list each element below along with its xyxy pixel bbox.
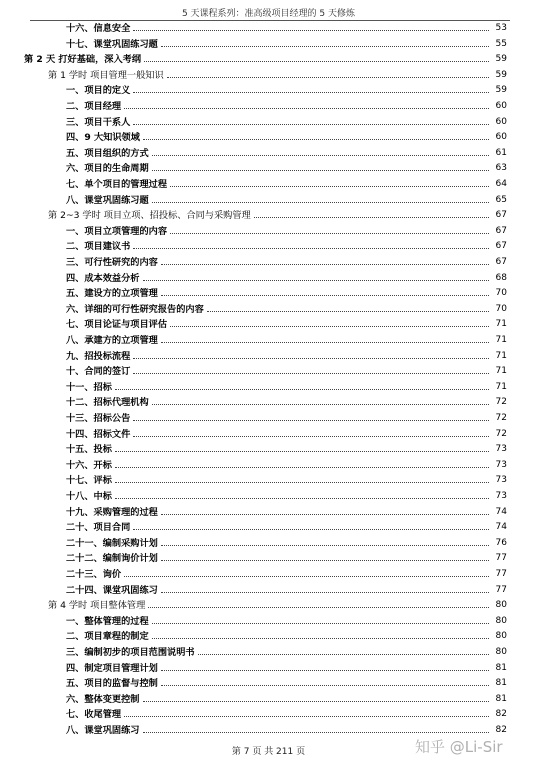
toc-entry-page: 73: [495, 475, 507, 486]
toc-entry-page: 74: [495, 506, 507, 517]
toc-entry-page: 70: [495, 288, 507, 299]
toc-leader: [124, 716, 489, 717]
toc-entry[interactable]: [0, 568, 537, 581]
toc-leader: [133, 92, 489, 93]
toc-leader: [124, 108, 489, 109]
toc-entry-page: 77: [495, 569, 507, 579]
page-footer: 第 7 页 共 211 页: [231, 747, 306, 757]
toc-leader: [115, 482, 489, 483]
toc-entry-label: 十九、采购管理的过程: [66, 506, 158, 518]
toc-entry-page: 59: [495, 54, 507, 65]
toc-entry-label: 十六、开标: [66, 459, 112, 471]
toc-entry-label: 二十三、询价: [66, 569, 122, 580]
toc-leader: [133, 529, 489, 530]
toc-entry-page: 71: [495, 335, 507, 345]
toc-leader: [161, 560, 489, 561]
toc-entry-page: 64: [495, 179, 507, 189]
toc-entry-page: 82: [495, 725, 507, 735]
toc-entry-page: 67: [495, 241, 507, 252]
toc-entry[interactable]: [0, 677, 537, 690]
toc-entry-label: 七、项目论证与项目评估: [66, 319, 168, 331]
toc-entry-page: 67: [495, 257, 507, 267]
toc-entry[interactable]: [0, 287, 537, 300]
toc-leader: [143, 701, 490, 702]
toc-entry[interactable]: [0, 365, 537, 378]
toc-entry-label: 十三、招标公告: [66, 413, 131, 424]
toc-entry[interactable]: [0, 693, 537, 706]
toc-entry[interactable]: [0, 443, 537, 456]
toc-entry[interactable]: [0, 506, 537, 519]
toc-entry-label: 十二、招标代理机构: [66, 397, 149, 409]
toc-entry-page: 59: [495, 69, 507, 80]
toc-entry-label: 七、单个项目的管理过程: [66, 179, 168, 190]
toc-leader: [161, 592, 489, 593]
toc-entry[interactable]: [0, 69, 537, 82]
toc-entry[interactable]: [0, 303, 537, 316]
toc-entry-label: 二十、项目合同: [66, 522, 131, 534]
toc-entry-page: 74: [495, 522, 507, 533]
toc-leader: [133, 436, 489, 437]
toc-entry[interactable]: [0, 147, 537, 160]
toc-entry-label: 六、整体变更控制: [66, 693, 140, 705]
toc-leader: [133, 30, 489, 31]
toc-entry-label: 第 2~3 学时 项目立项、招投标、合同与采购管理: [48, 210, 251, 222]
toc-entry-page: 80: [495, 600, 507, 611]
toc-leader: [167, 77, 489, 78]
toc-entry-label: 十七、评标: [66, 475, 112, 487]
toc-entry[interactable]: [0, 116, 537, 129]
toc-entry[interactable]: [0, 412, 537, 425]
toc-entry-page: 60: [495, 101, 507, 111]
toc-leader: [133, 248, 489, 249]
toc-entry-page: 81: [495, 678, 507, 689]
toc-entry[interactable]: [0, 350, 537, 363]
toc-leader: [161, 514, 489, 515]
toc-leader: [207, 311, 489, 312]
toc-entry[interactable]: [0, 381, 537, 394]
toc-entry[interactable]: [0, 662, 537, 675]
toc-entry-page: 55: [495, 38, 507, 49]
toc-entry-label: 三、编制初步的项目范围说明书: [66, 647, 195, 658]
toc-entry[interactable]: [0, 708, 537, 721]
toc-leader: [152, 404, 489, 405]
toc-entry-page: 67: [495, 210, 507, 221]
toc-entry-label: 三、可行性研究的内容: [66, 257, 158, 268]
toc-entry[interactable]: [0, 22, 537, 35]
toc-leader: [148, 607, 489, 608]
toc-entry[interactable]: [0, 646, 537, 659]
toc-leader: [152, 155, 489, 156]
toc-entry[interactable]: [0, 162, 537, 175]
toc-entry[interactable]: [0, 38, 537, 51]
toc-entry-label: 八、承建方的立项管理: [66, 335, 158, 346]
toc-entry-page: 60: [495, 116, 507, 127]
toc-entry-page: 80: [495, 647, 507, 657]
toc-entry-page: 59: [495, 85, 507, 96]
toc-entry-page: 71: [495, 366, 507, 377]
toc-entry-page: 76: [495, 537, 507, 548]
toc-entry-label: 第 1 学时 项目管理一般知识: [48, 69, 164, 81]
toc-entry-page: 81: [495, 662, 507, 673]
toc-leader: [124, 576, 489, 577]
toc-entry[interactable]: [0, 131, 537, 144]
toc-entry-label: 三、项目干系人: [66, 116, 131, 128]
toc-leader: [161, 685, 489, 686]
toc-entry[interactable]: [0, 474, 537, 487]
toc-entry-label: 十八、中标: [66, 491, 112, 502]
toc-leader: [133, 358, 489, 359]
toc-leader: [198, 654, 489, 655]
toc-entry-label: 一、整体管理的过程: [66, 615, 149, 627]
toc-entry-page: 72: [495, 397, 507, 408]
toc-entry-page: 73: [495, 444, 507, 455]
toc-entry[interactable]: [0, 240, 537, 253]
toc-leader: [170, 326, 489, 327]
toc-entry[interactable]: [0, 334, 537, 347]
toc-entry-page: 65: [495, 194, 507, 205]
toc-leader: [143, 280, 490, 281]
toc-entry[interactable]: [0, 194, 537, 207]
toc-entry[interactable]: [0, 599, 537, 612]
toc-entry-label: 十、合同的签订: [66, 366, 131, 378]
toc-entry-page: 63: [495, 163, 507, 174]
toc-entry[interactable]: [0, 521, 537, 534]
toc-leader: [254, 217, 489, 218]
toc-entry-label: 九、招投标流程: [66, 350, 131, 362]
toc-leader: [115, 467, 489, 468]
toc-entry-label: 二十二、编制询价计划: [66, 553, 158, 565]
toc-entry-label: 五、建设方的立项管理: [66, 288, 158, 300]
toc-entry-label: 五、项目的监督与控制: [66, 678, 158, 690]
toc-entry-label: 十四、招标文件: [66, 428, 131, 440]
toc-entry-label: 五、项目组织的方式: [66, 147, 149, 159]
toc-leader: [161, 545, 489, 546]
toc-leader: [143, 732, 490, 733]
toc-entry[interactable]: [0, 396, 537, 409]
toc-entry-page: 77: [495, 584, 507, 595]
toc-entry-label: 六、详细的可行性研究报告的内容: [66, 303, 204, 315]
toc-entry[interactable]: [0, 615, 537, 628]
toc-leader: [152, 638, 489, 639]
toc-entry[interactable]: [0, 630, 537, 643]
toc-entry-label: 十五、投标: [66, 444, 112, 456]
toc-leader: [161, 342, 489, 343]
toc-entry[interactable]: [0, 225, 537, 238]
toc-leader: [115, 389, 489, 390]
toc-leader: [161, 295, 489, 296]
toc-entry-label: 八、课堂巩固练习: [66, 725, 140, 736]
toc-leader: [152, 170, 489, 171]
toc-entry[interactable]: [0, 490, 537, 503]
toc-entry-page: 81: [495, 693, 507, 704]
toc-entry-page: 61: [495, 147, 507, 158]
toc-entry-page: 73: [495, 459, 507, 470]
toc-entry-label: 一、项目的定义: [66, 85, 131, 97]
toc-entry-page: 73: [495, 491, 507, 501]
toc-leader: [115, 498, 489, 499]
toc-entry-label: 十六、信息安全: [66, 23, 131, 34]
toc-entry-label: 八、课堂巩固练习题: [66, 194, 149, 206]
toc-entry-label: 二十一、编制采购计划: [66, 537, 158, 549]
toc-leader: [170, 233, 489, 234]
toc-entry-label: 二、项目建议书: [66, 241, 131, 253]
toc-leader: [133, 124, 489, 125]
toc-entry[interactable]: [0, 584, 537, 597]
toc-entry-label: 二十四、课堂巩固练习: [66, 584, 158, 596]
toc-entry-page: 60: [495, 132, 507, 143]
toc-entry-page: 71: [495, 381, 507, 392]
toc-entry[interactable]: [0, 318, 537, 331]
toc-entry[interactable]: [0, 84, 537, 97]
header-rule: [30, 20, 510, 21]
toc-leader: [152, 623, 489, 624]
toc-entry-label: 二、项目经理: [66, 101, 122, 112]
toc-entry[interactable]: [0, 428, 537, 441]
toc-entry[interactable]: [0, 272, 537, 285]
toc-entry[interactable]: [0, 209, 537, 222]
running-header: 5 天课程系列：准高级项目经理的 5 天修炼: [181, 9, 356, 19]
toc-entry-label: 六、项目的生命周期: [66, 163, 149, 175]
toc-entry-page: 68: [495, 272, 507, 283]
toc-entry-label: 四、9 大知识领域: [66, 132, 140, 144]
toc-entry-label: 十七、课堂巩固练习题: [66, 38, 158, 50]
toc-entry-page: 72: [495, 413, 507, 423]
toc-entry[interactable]: [0, 53, 537, 66]
toc-entry-page: 71: [495, 319, 507, 330]
toc-entry-page: 53: [495, 23, 507, 33]
toc-leader: [161, 264, 489, 265]
toc-entry[interactable]: [0, 537, 537, 550]
toc-entry[interactable]: [0, 256, 537, 269]
toc-leader: [161, 670, 489, 671]
toc-leader: [170, 186, 489, 187]
watermark: 知乎 @Li-Sir: [415, 738, 503, 756]
toc-entry[interactable]: [0, 100, 537, 113]
toc-leader: [133, 373, 489, 374]
toc-entry-label: 十一、招标: [66, 381, 112, 393]
toc-entry-label: 第 4 学时 项目整体管理: [48, 600, 146, 612]
toc-entry-page: 82: [495, 709, 507, 720]
toc-entry[interactable]: [0, 459, 537, 472]
toc-entry-page: 80: [495, 615, 507, 626]
toc-leader: [144, 61, 489, 62]
toc-entry-label: 二、项目章程的制定: [66, 631, 149, 643]
toc-entry-label: 一、项目立项管理的内容: [66, 225, 168, 237]
toc-entry-page: 70: [495, 303, 507, 314]
toc-leader: [161, 46, 489, 47]
toc-entry-label: 四、成本效益分析: [66, 272, 140, 284]
toc-entry[interactable]: [0, 178, 537, 191]
toc-entry-page: 71: [495, 350, 507, 361]
toc-entry-label: 第 2 天 打好基础，深入考纲: [24, 54, 142, 66]
toc-leader: [115, 451, 489, 452]
toc-entry-page: 80: [495, 631, 507, 642]
toc-leader: [133, 420, 489, 421]
toc-entry[interactable]: [0, 552, 537, 565]
toc-entry-label: 七、收尾管理: [66, 709, 122, 721]
toc-entry-label: 四、制定项目管理计划: [66, 662, 158, 674]
toc-entry-page: 72: [495, 428, 507, 439]
toc-entry-page: 77: [495, 553, 507, 564]
toc-leader: [143, 139, 489, 140]
toc-entry-page: 67: [495, 225, 507, 236]
toc-leader: [152, 202, 489, 203]
